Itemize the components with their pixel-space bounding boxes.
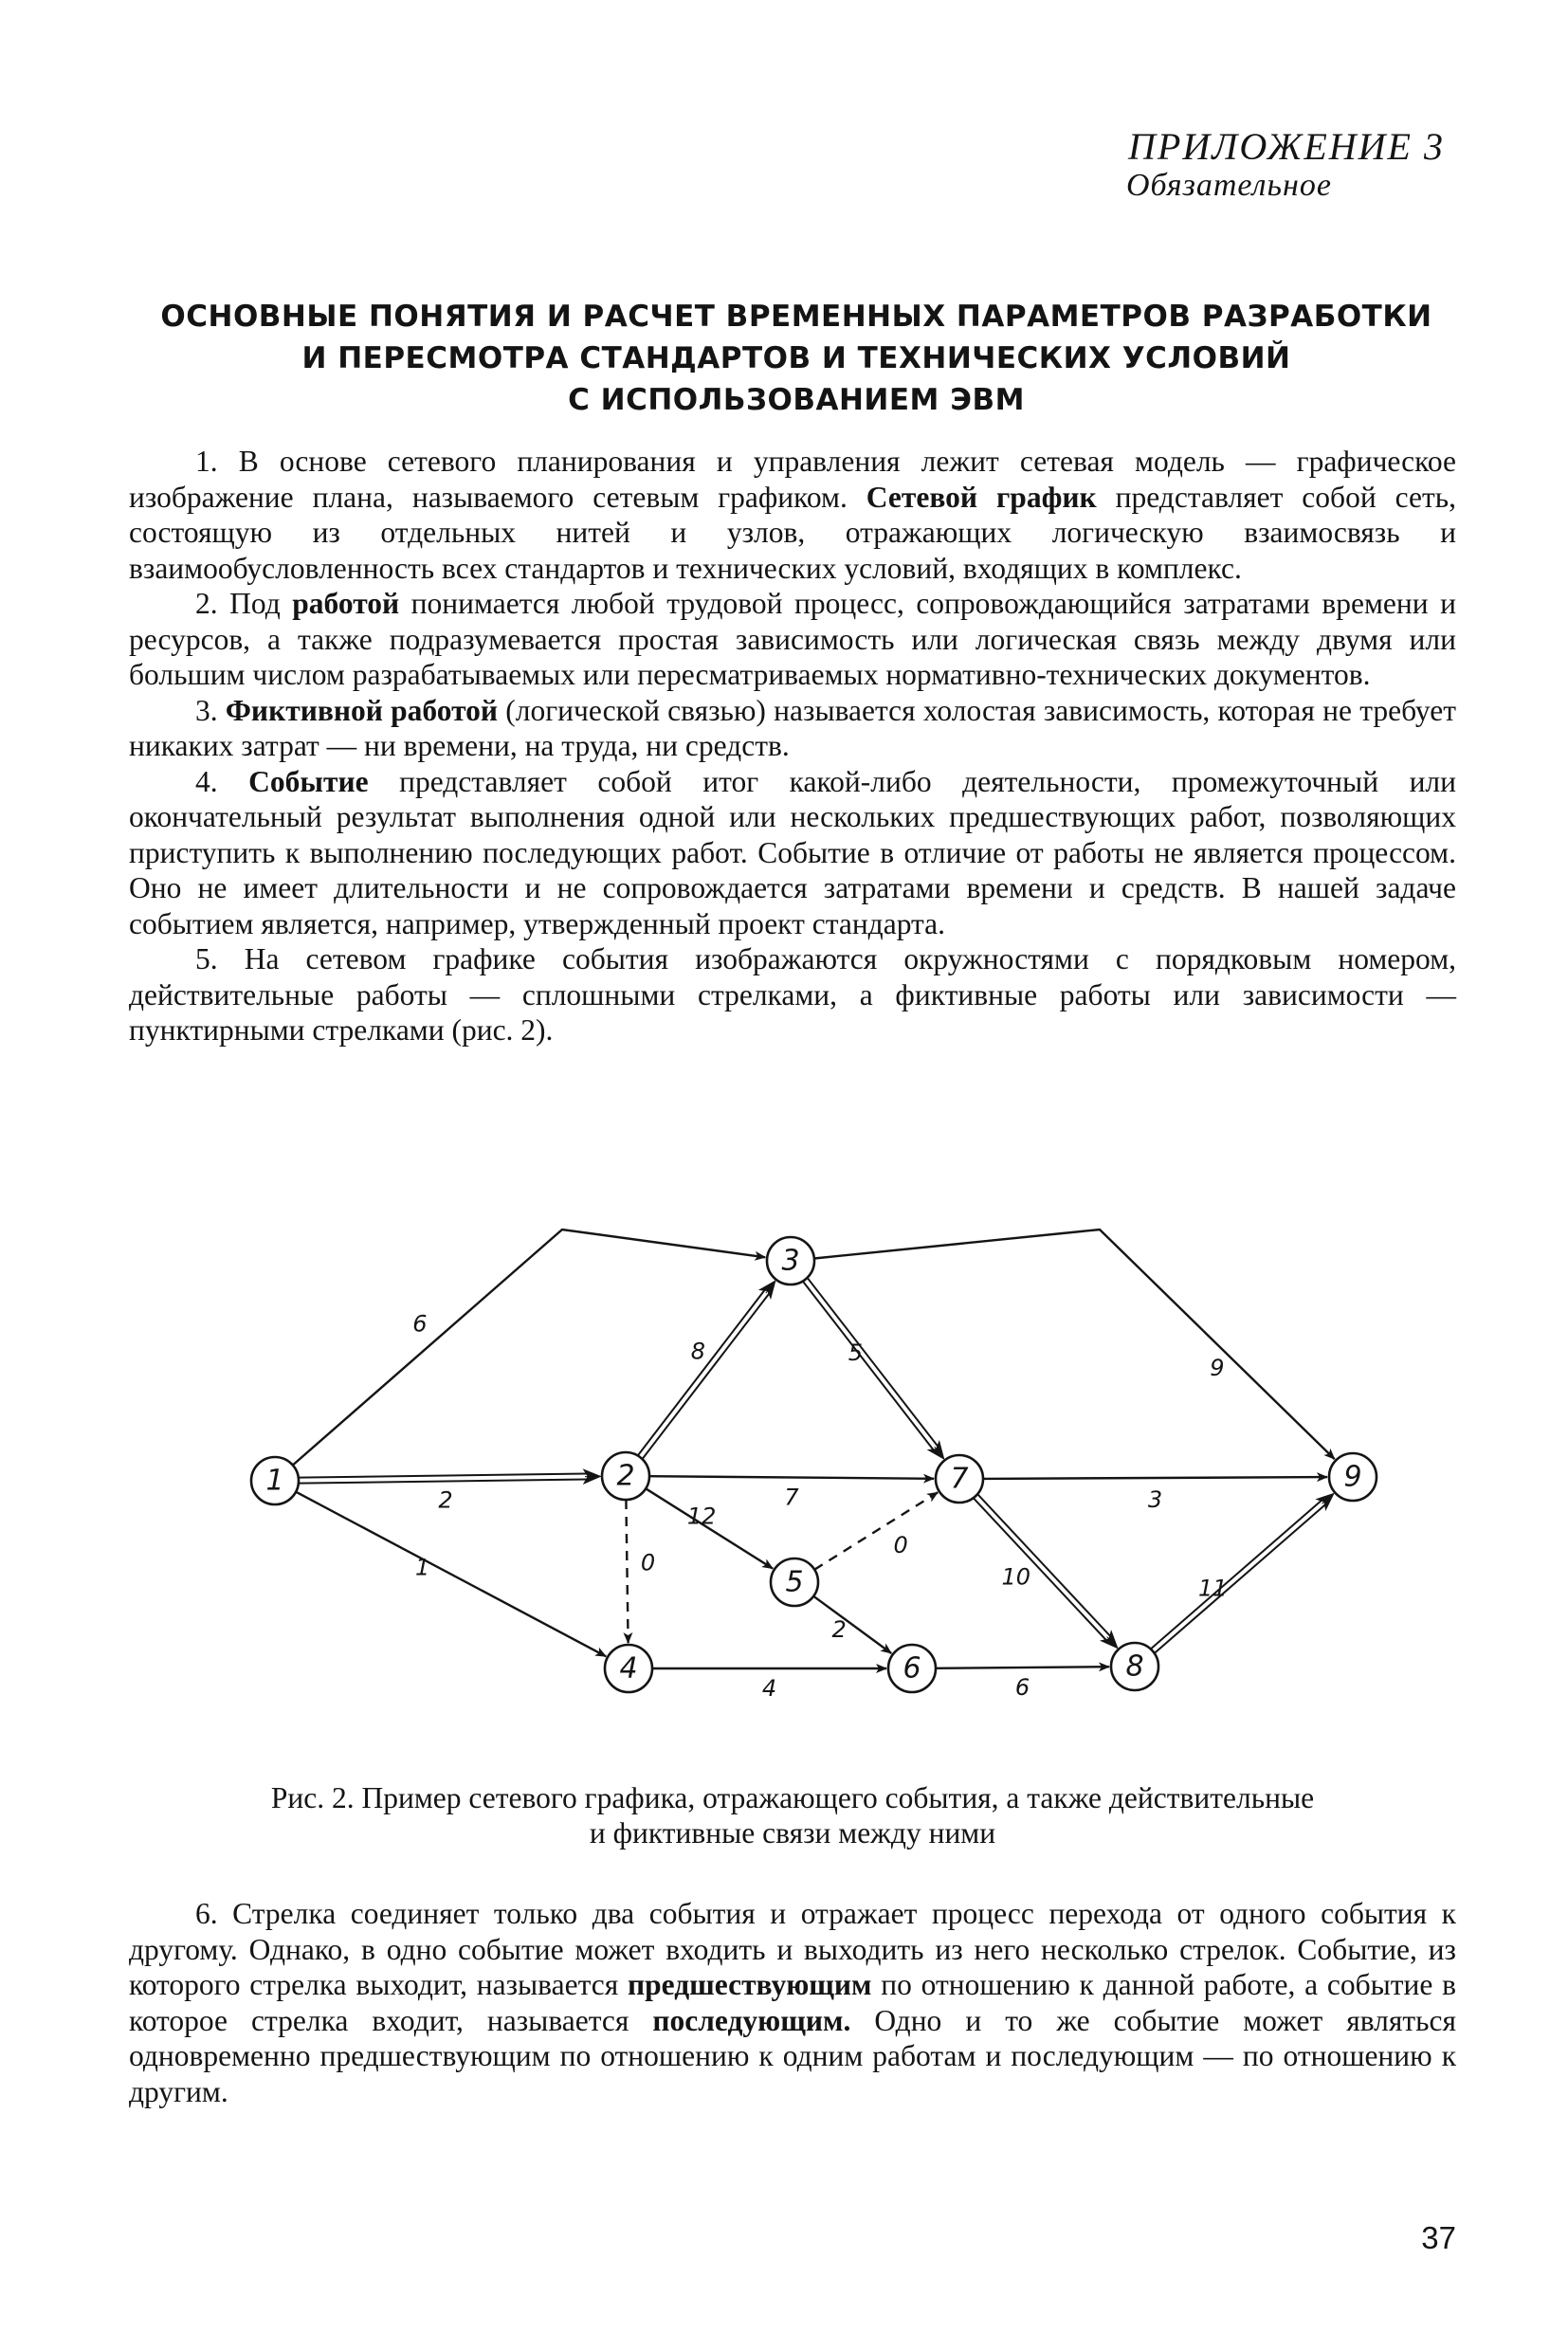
paragraph-6 <box>129 1896 1456 2109</box>
event-node-number: 3 <box>781 1244 800 1278</box>
paragraph-3-rest: (логической связью) называется холостая зависимость, которая не требует никаких затрат — ни времени, на труда, ни средств. <box>129 693 1457 762</box>
paragraph-2-rest: понимается любой трудовой процесс, сопровождающийся затратами времени и ресурсов, а также подразумевается простая зависимость или логическая связь между двумя или большим числом разрабатываемых или пересматриваемых нормативно-технических документов. <box>129 587 1456 691</box>
paragraph-3-text: 3. <box>195 693 226 727</box>
heading-line-1: ОСНОВНЫЕ ПОНЯТИЯ И РАСЧЕТ ВРЕМЕННЫХ ПАРАМЕТРОВ РАЗРАБОТКИ <box>160 300 1432 334</box>
event-node <box>1329 1453 1377 1501</box>
body-text-upper <box>129 444 1456 1048</box>
graph-edge <box>814 1230 1335 1459</box>
edge-duration-label: 0 <box>640 1549 656 1576</box>
paragraph-1-text: 1. В основе сетевого планирования и управления лежит сетевая модель — графическое изображение плана, называемого сетевым графиком. <box>129 445 1456 514</box>
paragraph-1 <box>129 444 1456 586</box>
event-node <box>251 1457 299 1504</box>
event-node-number: 1 <box>265 1464 284 1498</box>
network-graph <box>0 1176 1568 1763</box>
graph-edge <box>936 1667 1109 1668</box>
graph-edge <box>649 1476 934 1479</box>
edge-duration-label: 10 <box>1001 1563 1031 1591</box>
graph-edge <box>814 1492 938 1569</box>
graph-edge <box>803 1278 944 1459</box>
caption-line-2: и фиктивные связи между ними <box>589 1816 996 1850</box>
paragraph-1-rest: представляет собой сеть, состоящую из отдельных нитей и узлов, отражающих логическую взаимосвязь и взаимообусловленность всех стандартов и технических условий, входящих в комплекс. <box>129 480 1456 585</box>
edge-duration-label: 8 <box>690 1338 706 1365</box>
graph-edge <box>626 1500 628 1643</box>
edge-duration-label: 3 <box>1147 1486 1163 1514</box>
paragraph-6-mid: по отношению к данной работе, а событие в которое стрелка входит, называется <box>129 1968 1456 2037</box>
event-node <box>602 1452 649 1500</box>
event-node-number: 7 <box>950 1462 969 1496</box>
paragraph-5 <box>129 941 1456 1048</box>
event-node-number: 8 <box>1125 1649 1144 1684</box>
section-heading <box>133 296 1460 421</box>
event-node <box>605 1645 652 1692</box>
edge-duration-label: 1 <box>414 1554 430 1581</box>
event-node <box>771 1558 818 1606</box>
event-node <box>936 1455 983 1503</box>
heading-line-2: И ПЕРЕСМОТРА СТАНДАРТОВ И ТЕХНИЧЕСКИХ УСЛОВИЙ <box>301 341 1291 375</box>
graph-edge <box>813 1596 891 1653</box>
paragraph-6-rest: Одно и то же событие может являться одновременно предшествующим по отношению к одним работам и последующим — по отношению к другим. <box>129 2003 1456 2108</box>
edge-duration-label: 4 <box>761 1675 777 1702</box>
event-node <box>888 1645 936 1692</box>
event-node <box>767 1237 814 1285</box>
edge-duration-label: 6 <box>1014 1674 1030 1702</box>
edge-duration-label: 9 <box>1210 1355 1225 1382</box>
event-node-number: 5 <box>785 1565 804 1599</box>
term-following: последующим. <box>652 2003 851 2037</box>
term-work: работой <box>292 587 400 620</box>
paragraph-4 <box>129 764 1456 942</box>
graph-edge <box>296 1492 606 1657</box>
event-node <box>1111 1643 1158 1690</box>
paragraph-2-text: 2. Под <box>195 587 293 620</box>
network-graph-figure <box>0 1176 1568 1763</box>
event-node-number: 2 <box>616 1459 635 1493</box>
edge-duration-label: 11 <box>1197 1575 1228 1602</box>
graph-edge <box>1151 1494 1334 1653</box>
heading-line-3: С ИСПОЛЬЗОВАНИЕМ ЭВМ <box>568 383 1025 417</box>
event-node-number: 4 <box>619 1651 638 1686</box>
paragraph-4-text: 4. <box>195 764 249 798</box>
edge-duration-label: 5 <box>848 1340 864 1367</box>
graph-edge <box>983 1477 1327 1479</box>
edge-duration-label: 2 <box>438 1486 453 1514</box>
paragraph-3 <box>129 693 1456 764</box>
figure-caption <box>129 1780 1456 1850</box>
appendix-label: ПРИЛОЖЕНИЕ 3 <box>1128 125 1445 168</box>
paragraph-4-rest: представляет собой итог какой-либо деятельности, промежуточный или окончательный результат выполнения одной или нескольких предшествующих работ, позволяющих приступить к выполнению последующих работ. Событие в отличие от работы не является процессом. Оно не имеет длительности и не сопровождается затратами времени и средств. В нашей задаче событием является, например, утвержденный проект стандарта. <box>129 764 1457 940</box>
event-node-number: 9 <box>1343 1460 1362 1494</box>
term-preceding: предшествующим <box>627 1968 872 2001</box>
paragraph-5-text: 5. На сетевом графике события изображаются окружностями с порядковым номером, действительные работы — сплошными стрелками, а фиктивные работы или зависимости — пунктирными стрелками (рис. 2). <box>129 942 1456 1047</box>
term-fictive-work: Фиктивной работой <box>225 693 499 727</box>
edge-duration-label: 7 <box>784 1484 799 1511</box>
event-node-number: 6 <box>903 1651 921 1686</box>
graph-edge <box>638 1281 775 1459</box>
appendix-status: Обязательное <box>1126 168 1332 203</box>
term-event: Событие <box>248 764 369 798</box>
graph-edge <box>299 1474 600 1484</box>
edge-duration-label: 2 <box>831 1615 847 1643</box>
paragraph-6-text: 6. Стрелка соединяет только два события и отражает процесс перехода от одного события к другому. Однако, в одно событие может входить и выходить из него несколько стрелок. Событие, из которого стрелка выходит, называется <box>129 1897 1456 2001</box>
caption-line-1: Рис. 2. Пример сетевого графика, отражающего события, а также действительные <box>270 1781 1315 1814</box>
paragraph-2 <box>129 586 1456 693</box>
page-number: 37 <box>1421 2220 1456 2255</box>
edge-duration-label: 0 <box>893 1532 908 1559</box>
edge-duration-label: 12 <box>686 1503 717 1530</box>
body-text-lower <box>129 1896 1456 2109</box>
term-network-graph: Сетевой график <box>866 480 1097 514</box>
graph-edge <box>974 1494 1118 1648</box>
edge-duration-label: 6 <box>412 1310 428 1338</box>
